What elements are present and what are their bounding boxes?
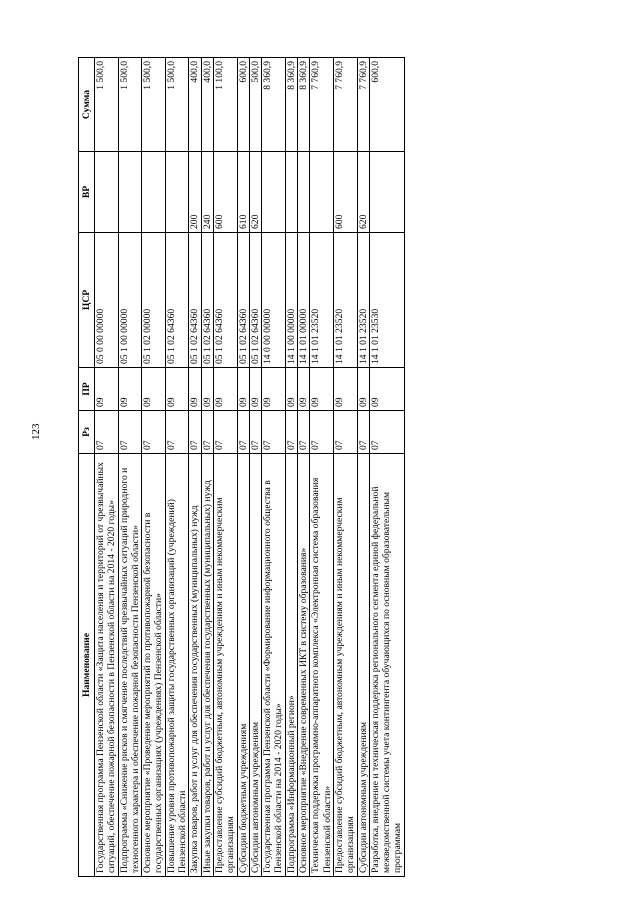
cell-name: Государственная программа Пензенской области «Защита населения и территорий от чрезвычайных ситуаций, обеспечение пожарной безопасности в Пензенской области на 2014 - 2020 годы» <box>95 454 119 877</box>
header-pr: ПР <box>79 368 95 411</box>
cell-vr: 610 <box>237 152 249 233</box>
cell-sum: 500,0 <box>249 58 261 152</box>
cell-sum: 400,0 <box>201 58 213 152</box>
cell-vr <box>310 152 334 233</box>
header-sum: Сумма <box>79 58 95 152</box>
table-row <box>369 58 404 877</box>
cell-name: Закупка товаров, работ и услуг для обеспечения государственных (муниципальных) нужд <box>189 454 201 877</box>
cell-csr: 05 1 00 00000 <box>118 233 142 368</box>
cell-pr: 09 <box>165 368 189 411</box>
cell-rz: 07 <box>201 411 213 454</box>
cell-csr: 05 1 02 64360 <box>237 233 249 368</box>
cell-pr: 09 <box>95 368 119 411</box>
table-row <box>189 58 201 877</box>
cell-csr: 05 1 02 00000 <box>142 233 166 368</box>
cell-name: Иные закупки товаров, работ и услуг для обеспечения государственных (муниципальных) нужд <box>201 454 213 877</box>
cell-sum: 600,0 <box>369 58 404 152</box>
cell-vr <box>142 152 166 233</box>
cell-csr: 14 1 01 23520 <box>333 233 357 368</box>
cell-csr: 14 1 01 23530 <box>369 233 404 368</box>
cell-rz: 07 <box>262 411 286 454</box>
cell-sum: 1 100,0 <box>213 58 237 152</box>
cell-sum: 8 360,9 <box>262 58 286 152</box>
cell-name: Подпрограмма «Информационный регион» <box>285 454 297 877</box>
cell-sum: 1 500,0 <box>142 58 166 152</box>
table-row <box>142 58 166 877</box>
cell-csr: 05 1 02 64360 <box>165 233 189 368</box>
table-row <box>333 58 357 877</box>
table-row <box>213 58 237 877</box>
cell-sum: 1 500,0 <box>165 58 189 152</box>
cell-pr: 09 <box>310 368 334 411</box>
cell-vr: 240 <box>201 152 213 233</box>
cell-name: Основное мероприятие «Внедрение современных ИКТ в систему образования» <box>298 454 310 877</box>
cell-name: Разработка, внедрение и техническая поддержка регионального сегмента единой федеральной межведомственной системы учета контингента обучающихся по основным образовательным программам <box>369 454 404 877</box>
cell-rz: 07 <box>249 411 261 454</box>
cell-csr: 14 1 01 23520 <box>357 233 369 368</box>
cell-sum: 7 760,9 <box>333 58 357 152</box>
cell-pr: 09 <box>357 368 369 411</box>
cell-name: Предоставление субсидий бюджетным, автономным учреждениям и иным некоммерческим организациям <box>213 454 237 877</box>
cell-csr: 05 1 02 64360 <box>201 233 213 368</box>
header-name: Наименование <box>79 454 95 877</box>
cell-sum: 8 360,9 <box>298 58 310 152</box>
cell-sum: 7 760,9 <box>357 58 369 152</box>
rotated-page-content <box>78 58 562 877</box>
cell-vr <box>285 152 297 233</box>
table-row <box>298 58 310 877</box>
cell-rz: 07 <box>142 411 166 454</box>
cell-rz: 07 <box>333 411 357 454</box>
cell-rz: 07 <box>285 411 297 454</box>
cell-pr: 09 <box>262 368 286 411</box>
cell-vr: 620 <box>249 152 261 233</box>
cell-rz: 07 <box>310 411 334 454</box>
cell-rz: 07 <box>357 411 369 454</box>
cell-vr: 600 <box>213 152 237 233</box>
cell-name: Техническая поддержка программно-аппаратного комплекса «Электронная система образования Пензенской области» <box>310 454 334 877</box>
cell-vr <box>95 152 119 233</box>
cell-rz: 07 <box>298 411 310 454</box>
table-row <box>118 58 142 877</box>
cell-rz: 07 <box>213 411 237 454</box>
cell-sum: 1 500,0 <box>118 58 142 152</box>
table-row <box>310 58 334 877</box>
table-row <box>201 58 213 877</box>
table-row <box>357 58 369 877</box>
table-row <box>165 58 189 877</box>
cell-name: Субсидии автономным учреждениям <box>249 454 261 877</box>
cell-rz: 07 <box>369 411 404 454</box>
header-rz: Рз <box>79 411 95 454</box>
cell-csr: 05 1 02 64360 <box>249 233 261 368</box>
cell-csr: 14 0 00 00000 <box>262 233 286 368</box>
table-row <box>249 58 261 877</box>
cell-vr <box>118 152 142 233</box>
cell-pr: 09 <box>333 368 357 411</box>
cell-rz: 07 <box>118 411 142 454</box>
header-vr: ВР <box>79 152 95 233</box>
cell-rz: 07 <box>237 411 249 454</box>
cell-sum: 7 760,9 <box>310 58 334 152</box>
cell-name: Подпрограмма «Снижение рисков и смягчение последствий чрезвычайных ситуаций природного и техногенного характера и обеспечение пожарной безопасности Пензенской области» <box>118 454 142 877</box>
cell-pr: 09 <box>201 368 213 411</box>
cell-name: Предоставление субсидий бюджетным, автономным учреждениям и иным некоммерческим организациям <box>333 454 357 877</box>
cell-sum: 1 500,0 <box>95 58 119 152</box>
table-header-row <box>79 58 95 877</box>
cell-rz: 07 <box>95 411 119 454</box>
cell-vr <box>262 152 286 233</box>
cell-csr: 14 1 01 23520 <box>310 233 334 368</box>
cell-pr: 09 <box>285 368 297 411</box>
cell-sum: 600,0 <box>237 58 249 152</box>
cell-name: Субсидии бюджетным учреждениям <box>237 454 249 877</box>
table-row <box>262 58 286 877</box>
cell-pr: 09 <box>189 368 201 411</box>
cell-vr <box>298 152 310 233</box>
cell-vr <box>165 152 189 233</box>
budget-table <box>78 57 405 877</box>
cell-csr: 14 1 01 00000 <box>298 233 310 368</box>
cell-vr: 200 <box>189 152 201 233</box>
cell-pr: 09 <box>213 368 237 411</box>
cell-vr: 620 <box>357 152 369 233</box>
cell-name: Государственная программа Пензенской области «Формирование информационного общества в Пензенской области на 2014 - 2020 годы» <box>262 454 286 877</box>
cell-csr: 05 1 02 64360 <box>189 233 201 368</box>
cell-name: Повышение уровня противопожарной защиты государственных организаций (учреждений) Пензенской области <box>165 454 189 877</box>
cell-csr: 05 0 00 00000 <box>95 233 119 368</box>
table-row <box>237 58 249 877</box>
cell-name: Основное мероприятие «Проведение мероприятий по противопожарной безопасности в государственных организациях (учреждениях) Пензенской области» <box>142 454 166 877</box>
header-csr: ЦСР <box>79 233 95 368</box>
cell-csr: 05 1 02 64360 <box>213 233 237 368</box>
page-number: 123 <box>30 423 42 440</box>
cell-pr: 09 <box>237 368 249 411</box>
cell-rz: 07 <box>189 411 201 454</box>
cell-pr: 09 <box>249 368 261 411</box>
cell-pr: 09 <box>142 368 166 411</box>
cell-pr: 09 <box>118 368 142 411</box>
cell-pr: 09 <box>298 368 310 411</box>
table-row <box>95 58 119 877</box>
cell-rz: 07 <box>165 411 189 454</box>
table-body <box>95 58 405 877</box>
cell-sum: 8 360,9 <box>285 58 297 152</box>
cell-name: Субсидии автономным учреждениям <box>357 454 369 877</box>
cell-sum: 400,0 <box>189 58 201 152</box>
table-row <box>285 58 297 877</box>
cell-pr: 09 <box>369 368 404 411</box>
cell-vr: 600 <box>333 152 357 233</box>
cell-csr: 14 1 00 00000 <box>285 233 297 368</box>
cell-vr <box>369 152 404 233</box>
